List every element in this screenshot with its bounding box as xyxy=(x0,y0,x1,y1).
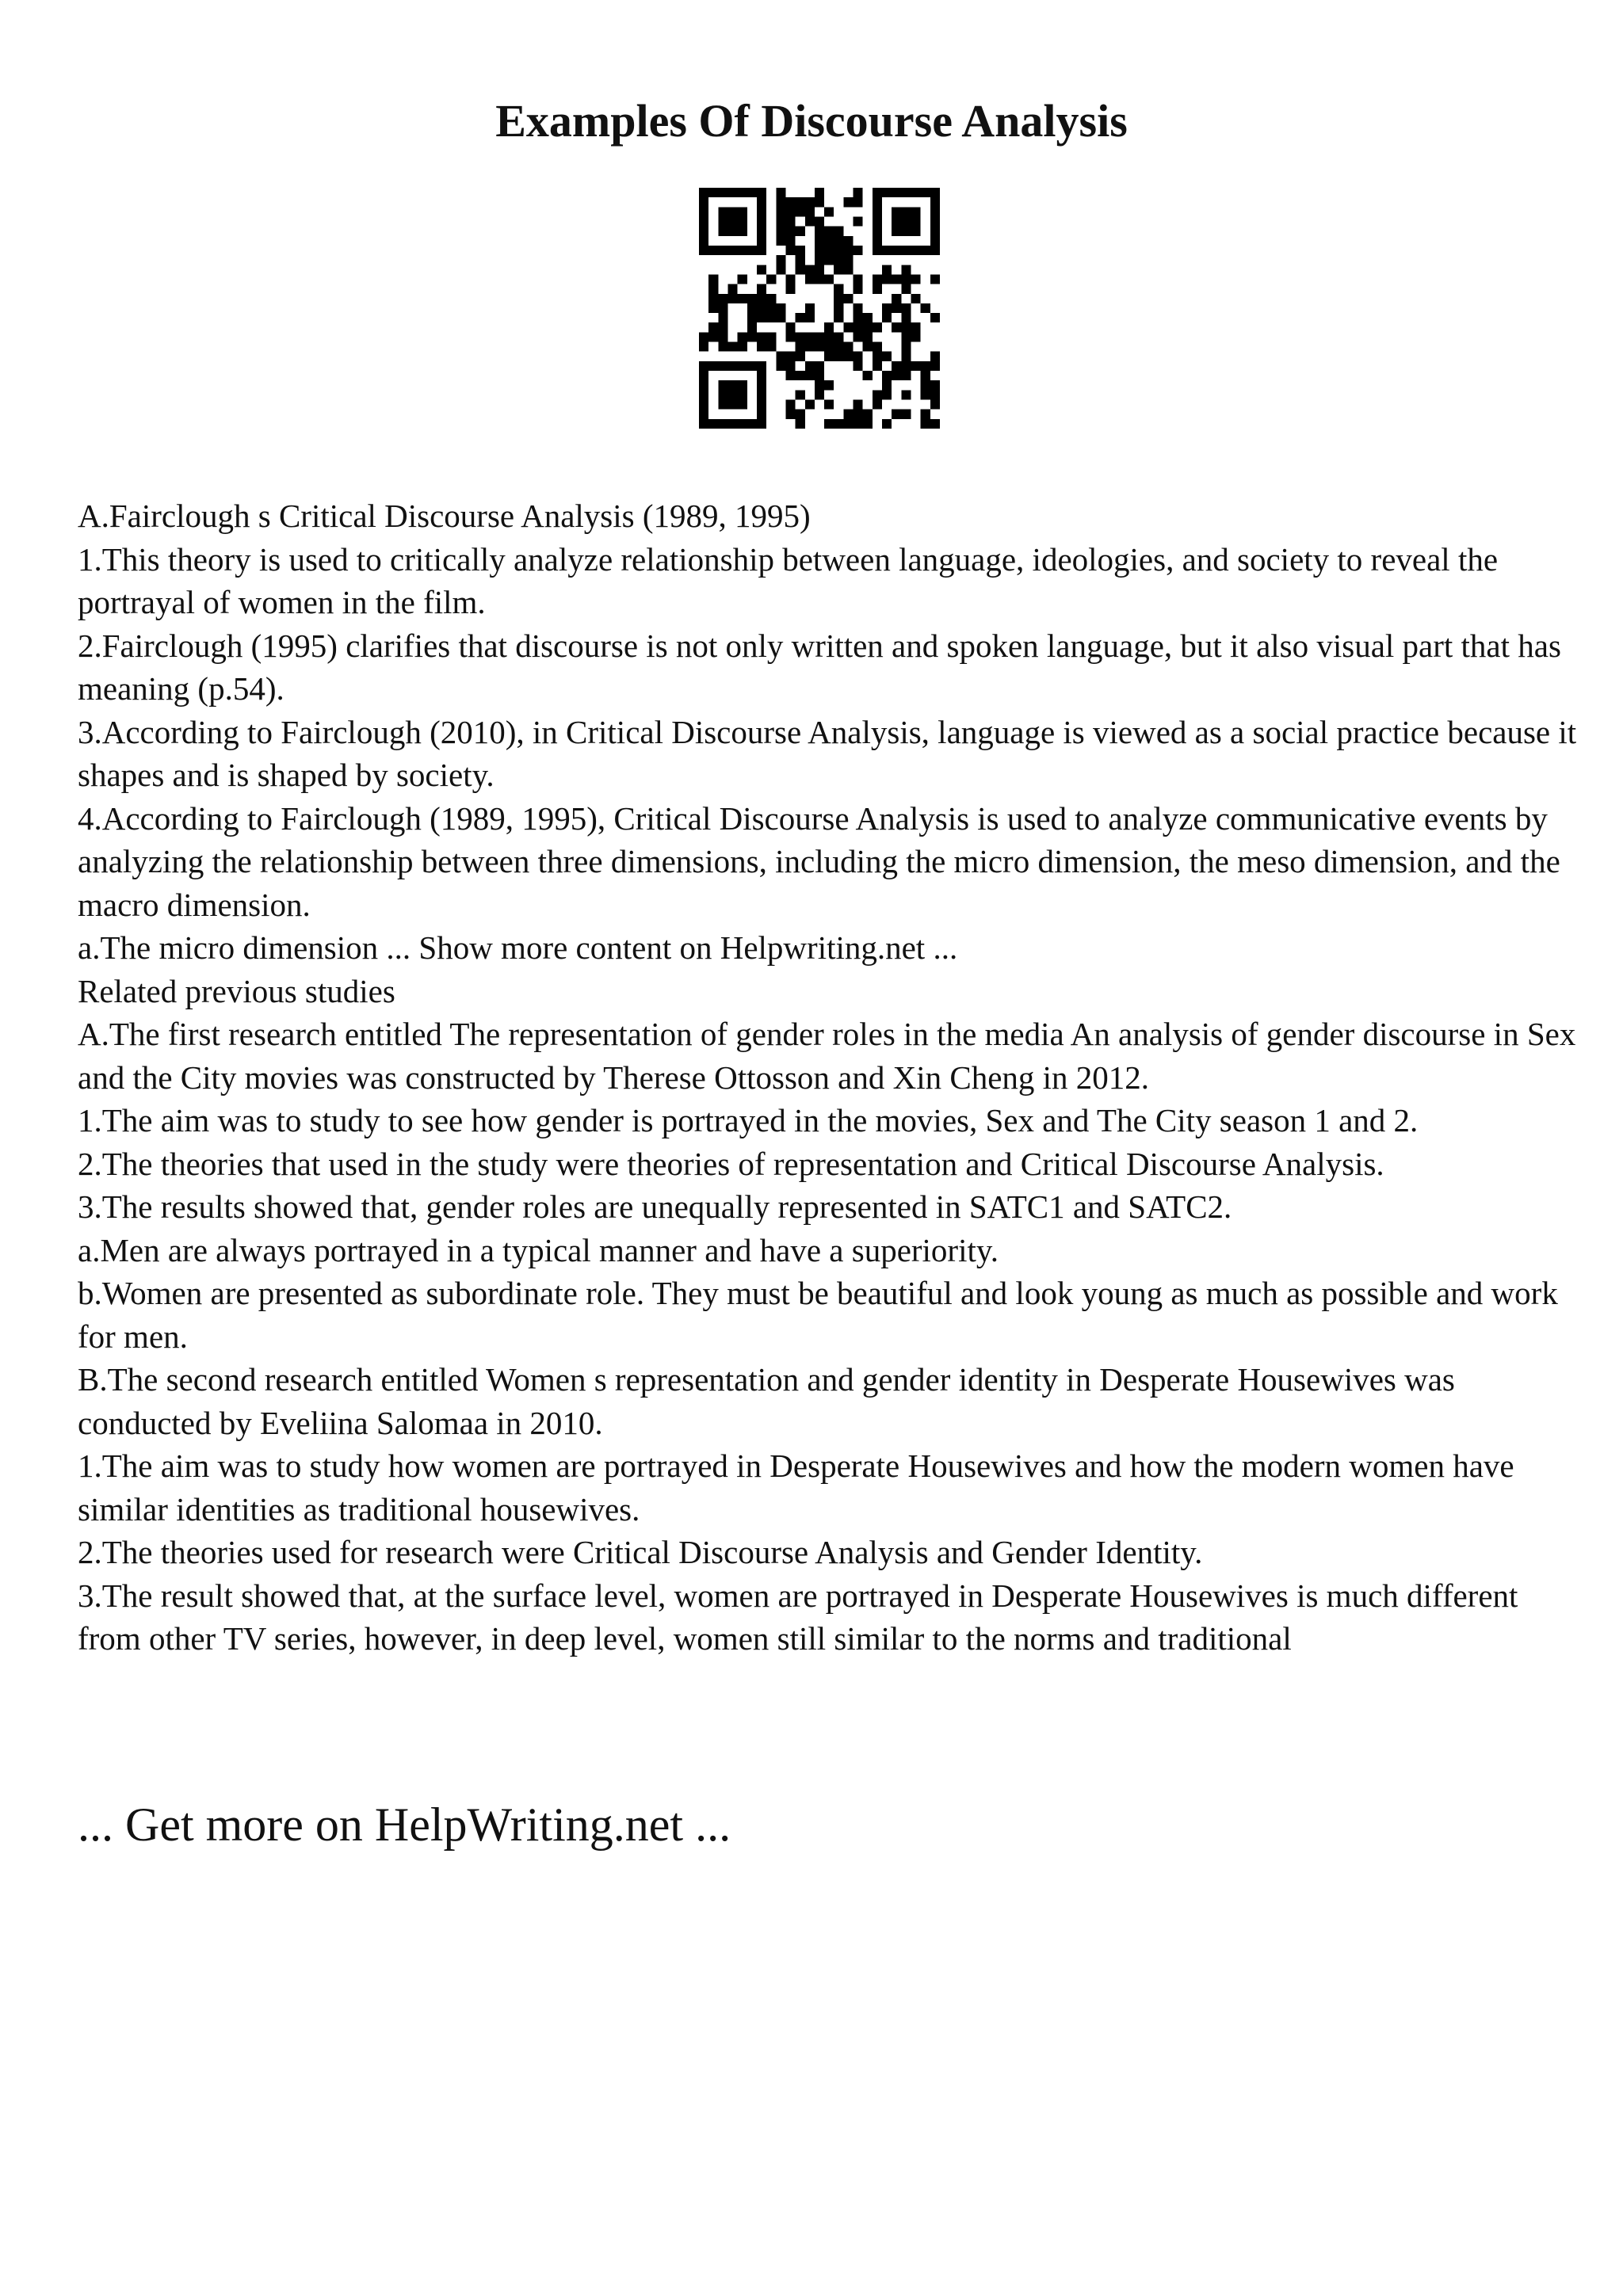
text-line: a.Men are always portrayed in a typical manner and have a superiority. xyxy=(78,1231,999,1268)
text-line: b.Women are presented as subordinate role. They must be beautiful and look young as much as possible and work for men. xyxy=(78,1275,1558,1355)
text-line: 2.The theories used for research were Critical Discourse Analysis and Gender Identity. xyxy=(78,1534,1203,1570)
document-body xyxy=(78,494,1583,1661)
text-line: 1.The aim was to study how women are portrayed in Desperate Housewives and how the modern women have similar identities as traditional housewives. xyxy=(78,1447,1514,1527)
text-line: B.The second research entitled Women s representation and gender identity in Desperate Housewives was conducted by Eveliina Salomaa in 2010. xyxy=(78,1361,1455,1441)
text-line: 4.According to Fairclough (1989, 1995), Critical Discourse Analysis is used to analyze communicative events by analyzing the relationship between three dimensions, including the micro dimension, the meso dimension, and the macro dimension. xyxy=(78,799,1560,923)
section-heading: Related previous studies xyxy=(78,972,395,1009)
text-line: 1.This theory is used to critically analyze relationship between language, ideologies, and society to reveal the portrayal of women in the film. xyxy=(78,540,1499,620)
text-line: 3.The result showed that, at the surface level, women are portrayed in Desperate Housewives is much different from other TV series, however, in deep level, women still similar to the norms and traditional xyxy=(78,1577,1518,1657)
qr-code-icon xyxy=(699,188,940,429)
text-line: 1.The aim was to study to see how gender is portrayed in the movies, Sex and The City season 1 and 2. xyxy=(78,1102,1419,1138)
footer-link[interactable]: ... Get more on HelpWriting.net ... xyxy=(78,1798,731,1851)
text-line: 2.Fairclough (1995) clarifies that discourse is not only written and spoken language, but it also visual part that has meaning (p.54). xyxy=(78,627,1561,707)
text-line: A.The first research entitled The representation of gender roles in the media An analysis of gender discourse in Sex and the City movies was constructed by Therese Ottosson and Xin Cheng in 2012. xyxy=(78,1016,1576,1096)
text-line: 2.The theories that used in the study were theories of representation and Critical Discourse Analysis. xyxy=(78,1145,1384,1182)
text-line: a.The micro dimension ... Show more content on Helpwriting.net ... xyxy=(78,929,958,966)
page-title: Examples Of Discourse Analysis xyxy=(495,95,1128,147)
text-line: 3.The results showed that, gender roles are unequally represented in SATC1 and SATC2. xyxy=(78,1188,1232,1225)
text-line: 3.According to Fairclough (2010), in Critical Discourse Analysis, language is viewed as a social practice because it shapes and is shaped by society. xyxy=(78,713,1577,793)
text-line: A.Fairclough s Critical Discourse Analysis (1989, 1995) xyxy=(78,498,811,534)
